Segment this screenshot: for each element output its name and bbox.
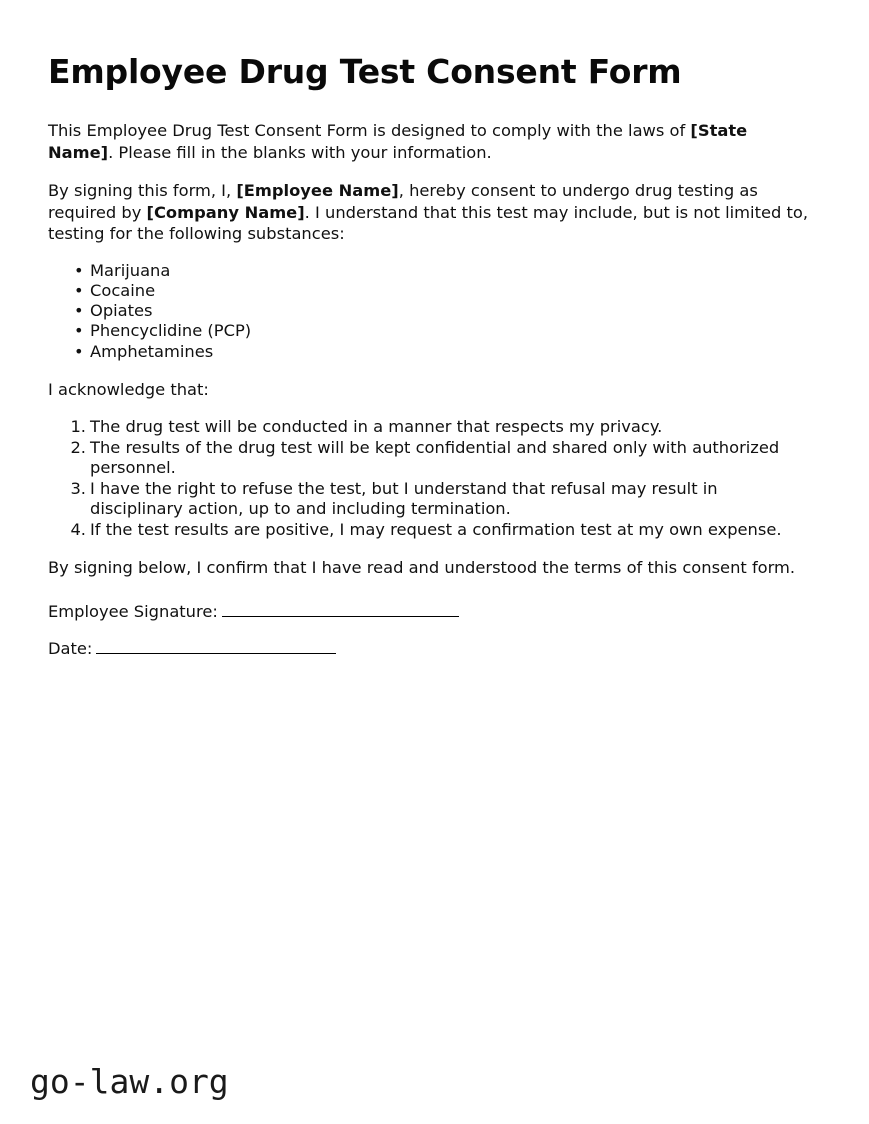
date-field[interactable] xyxy=(96,642,336,654)
site-watermark: go-law.org xyxy=(30,1062,229,1101)
list-item-number: 3. xyxy=(70,478,86,498)
list-item xyxy=(48,342,813,362)
acknowledgements-list xyxy=(48,417,813,540)
consent-text-part3: . I understand that this test may include, but is not limited to, testing for the following substances: xyxy=(48,202,808,243)
page-title: Employee Drug Test Consent Form xyxy=(48,52,682,91)
date-label: Date: xyxy=(48,639,93,659)
employee-signature-label: Employee Signature: xyxy=(48,601,218,621)
employee-name-placeholder: [Employee Name] xyxy=(236,181,399,200)
list-item-number: 4. xyxy=(70,519,86,539)
list-item xyxy=(48,281,813,301)
closing-paragraph: By signing below, I confirm that I have read and understood the terms of this consent form. xyxy=(48,558,796,578)
intro-text-before: This Employee Drug Test Consent Form is designed to comply with the laws of xyxy=(48,121,691,140)
substances-list xyxy=(48,261,813,362)
consent-paragraph xyxy=(48,180,813,245)
bullet-icon: • xyxy=(74,321,84,341)
document-body xyxy=(48,52,813,676)
company-name-placeholder: [Company Name] xyxy=(146,202,305,222)
employee-signature-field[interactable] xyxy=(222,605,459,617)
list-item xyxy=(48,301,813,321)
bullet-icon: • xyxy=(74,280,84,300)
list-item xyxy=(48,321,813,341)
list-item xyxy=(48,261,813,281)
list-item xyxy=(48,438,813,479)
list-item xyxy=(48,479,813,520)
list-item-label: Amphetamines xyxy=(90,341,214,361)
list-item xyxy=(48,520,813,541)
list-item-label: Marijuana xyxy=(90,260,171,280)
intro-text-after: . Please fill in the blanks with your information. xyxy=(108,142,492,162)
list-item-label: If the test results are positive, I may request a confirmation test at my own expense. xyxy=(90,519,782,539)
list-item-label: Cocaine xyxy=(90,280,156,300)
list-item-number: 2. xyxy=(70,437,86,457)
bullet-icon: • xyxy=(74,260,84,280)
list-item-number: 1. xyxy=(70,417,86,437)
bullet-icon: • xyxy=(74,341,84,361)
bullet-icon: • xyxy=(74,301,84,321)
list-item-label: The results of the drug test will be kept confidential and shared only with authorized personnel. xyxy=(90,437,780,478)
intro-paragraph xyxy=(48,120,813,163)
list-item-label: I have the right to refuse the test, but I understand that refusal may result in disciplinary action, up to and including termination. xyxy=(90,478,718,519)
list-item xyxy=(48,417,813,438)
employee-signature-line xyxy=(48,601,813,623)
list-item-label: The drug test will be conducted in a manner that respects my privacy. xyxy=(90,417,663,437)
list-item-label: Opiates xyxy=(90,301,153,321)
list-item-label: Phencyclidine (PCP) xyxy=(90,321,252,341)
date-line xyxy=(48,638,813,660)
consent-text-part2: , hereby consent to undergo drug testing as required by xyxy=(48,181,758,222)
state-name-placeholder: [State Name] xyxy=(48,121,748,162)
signature-block xyxy=(48,601,813,660)
consent-text-part1: By signing this form, I, xyxy=(48,181,237,200)
acknowledge-intro: I acknowledge that: xyxy=(48,379,209,399)
